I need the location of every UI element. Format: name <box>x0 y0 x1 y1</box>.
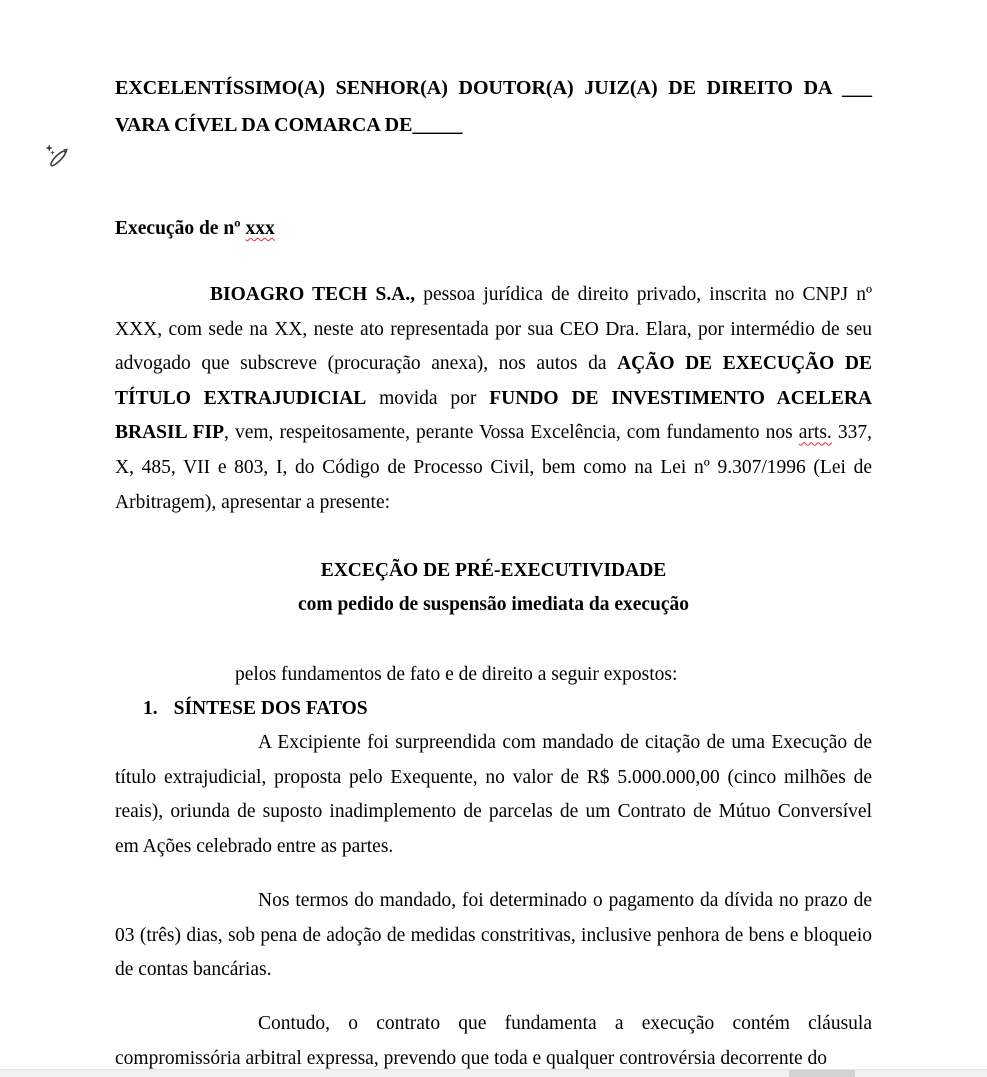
petition-title-sub: com pedido de suspensão imediata da execução <box>297 594 690 616</box>
intro-text-2: movida por <box>366 387 490 409</box>
intro-text-1: pessoa jurídica de direito privado, inscrita no CNPJ nº XXX, com sede na XX, neste ato representada por sua CEO Dra. Elara, por intermédio de seu advogado que subscreve (procuração anexa), nos autos da <box>115 284 872 375</box>
action-name: AÇÃO DE EXECUÇÃO DE TÍTULO EXTRAJUDICIAL <box>115 353 872 409</box>
party-name: BIOAGRO TECH S.A., <box>210 284 416 305</box>
court-header-line2: VARA CÍVEL DA COMARCA DE_____ <box>115 114 463 136</box>
court-header <box>115 70 872 144</box>
case-reference <box>115 212 872 247</box>
lead-in-line: pelos fundamentos de fato e de direito a seguir expostos: <box>235 664 678 685</box>
horizontal-scrollbar-thumb[interactable] <box>789 1070 855 1077</box>
intro-text-4: 337, X, 485, VII e 803, I, do Código de Processo Civil, bem como na Lei nº 9.307/1996 (Lei de Arbitragem), apresentar a presente: <box>115 422 873 513</box>
opposing-party-name: FUNDO DE INVESTIMENTO ACELERA BRASIL FIP <box>115 387 873 444</box>
section-1-heading <box>115 692 872 727</box>
petition-title-main: EXCEÇÃO DE PRÉ-EXECUTIVIDADE <box>320 560 667 581</box>
facts-paragraph-1: A Excipiente foi surpreendida com mandado de citação de uma Execução de título extrajudicial, proposta pelo Exequente, no valor de R$ 5.000.000,00 (cinco milhões de reais), oriunda de suposto inadimplemento de parcelas de um Contrato de Mútuo Conversível em Ações celebrado entre as partes. <box>115 732 872 857</box>
case-reference-prefix: Execução de nº <box>115 218 246 239</box>
case-reference-number: xxx <box>245 218 275 239</box>
intro-text-3: , vem, respeitosamente, perante Vossa Excelência, com fundamento nos <box>224 422 799 444</box>
facts-paragraph-3: Contudo, o contrato que fundamenta a execução contém cláusula compromissória arbitral expressa, prevendo que toda e qualquer controvérsia decorrente do <box>115 1013 872 1069</box>
petition-title <box>115 554 872 623</box>
horizontal-scrollbar[interactable] <box>0 1069 987 1077</box>
sparkle-pen-icon[interactable] <box>42 141 72 171</box>
intro-abbrev-arts: arts. <box>798 422 832 444</box>
intro-paragraph <box>115 278 872 520</box>
facts-paragraph-2: Nos termos do mandado, foi determinado o pagamento da dívida no prazo de 03 (três) dias, sob pena de adoção de medidas constritivas, inclusive penhora de bens e bloqueio de contas bancárias. <box>115 890 872 981</box>
section-1-number: 1. <box>143 698 158 719</box>
section-1-title: SÍNTESE DOS FATOS <box>173 698 368 719</box>
court-header-line1: EXCELENTÍSSIMO(A) SENHOR(A) DOUTOR(A) JUIZ(A) DE DIREITO DA ___ <box>115 77 872 99</box>
